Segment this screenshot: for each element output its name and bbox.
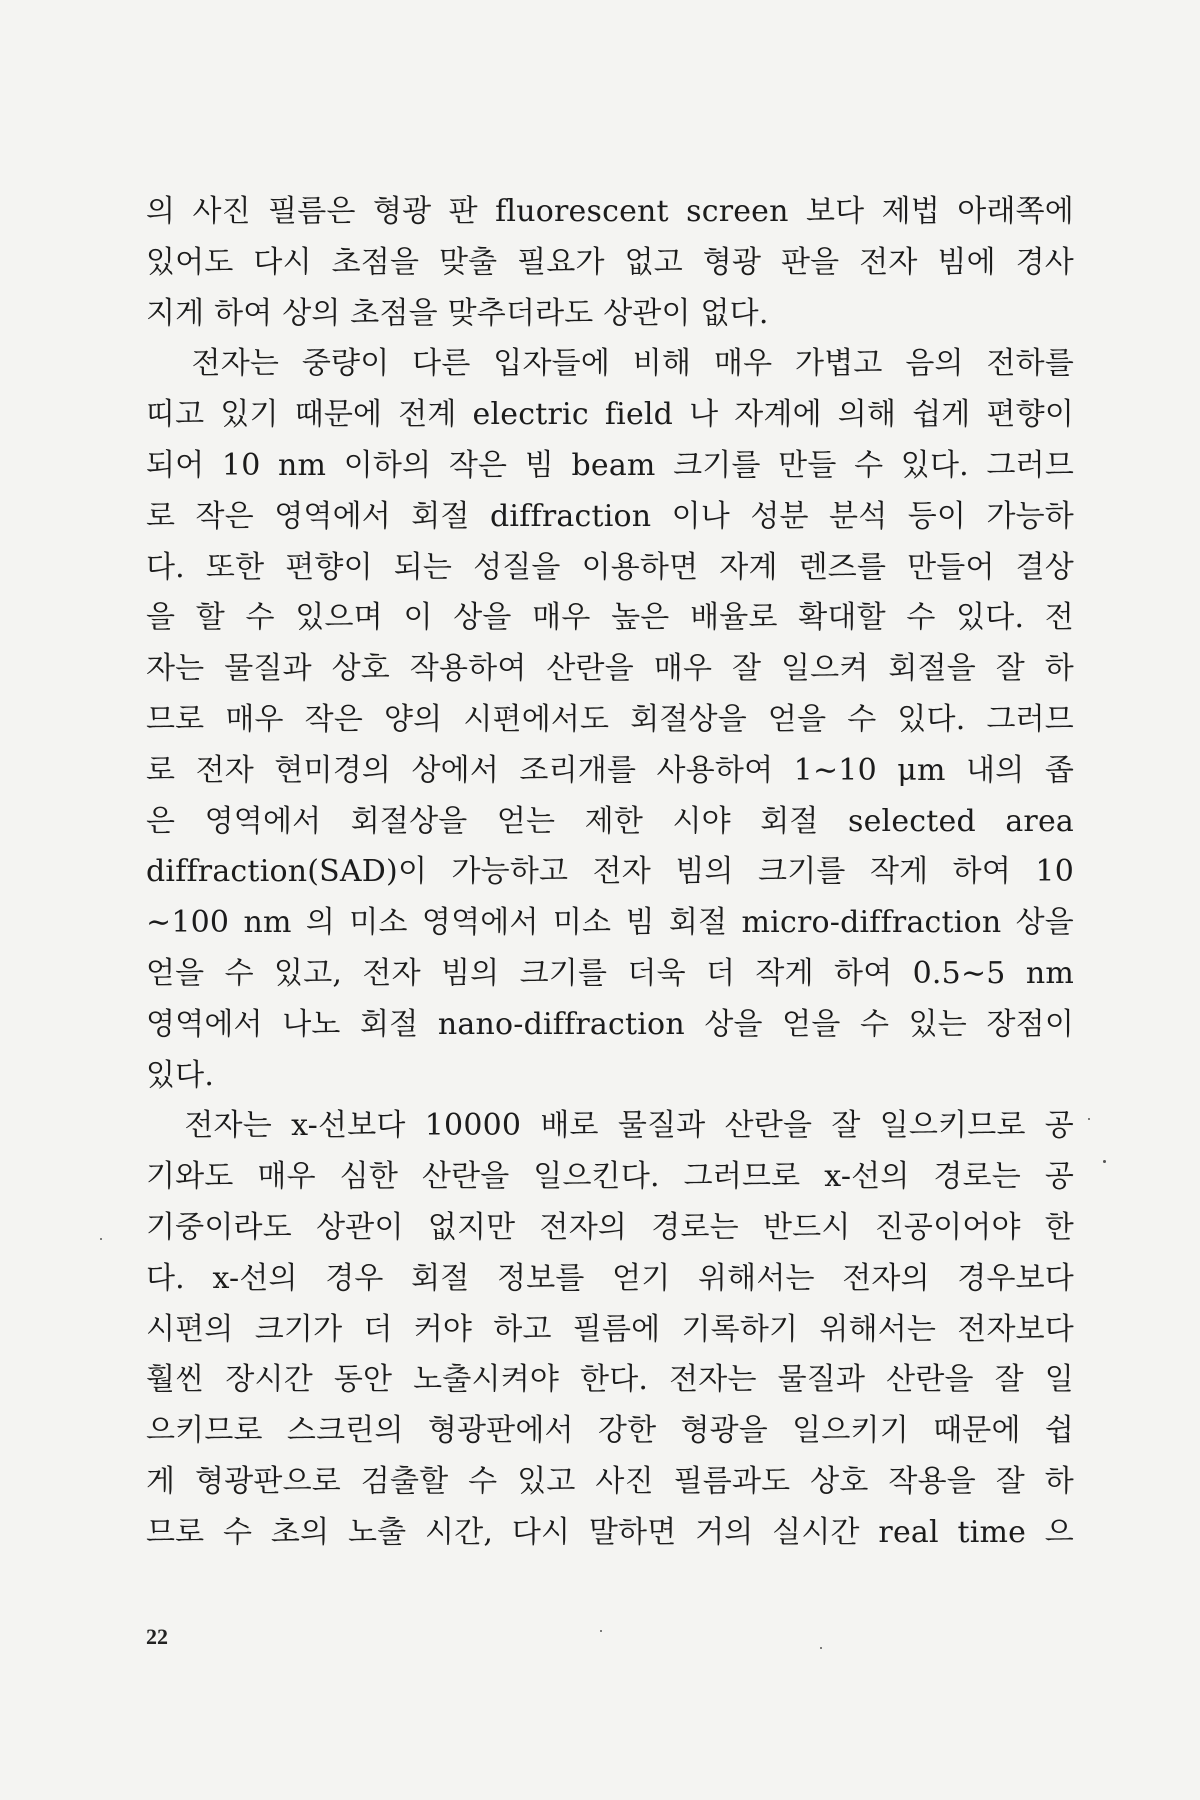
text-line: 게 형광판으로 검출할 수 있고 사진 필름과도 상호 작용을 잘 하: [146, 1463, 1074, 1499]
page-number: 22: [146, 1624, 168, 1649]
text-line: 전자는 x-선보다 10000 배로 물질과 산란을 잘 일으키므로 공: [146, 1108, 1074, 1144]
text-line: 지게 하여 상의 초점을 맞추더라도 상관이 없다.: [146, 295, 769, 331]
text-line: 훨씬 장시간 동안 노출시켜야 한다. 전자는 물질과 산란을 잘 일: [146, 1362, 1074, 1398]
text-line: 얻을 수 있고, 전자 빔의 크기를 더욱 더 작게 하여 0.5∼5 nm: [146, 955, 1074, 991]
text-line: 기중이라도 상관이 없지만 전자의 경로는 반드시 진공이어야 한: [146, 1209, 1074, 1245]
text-line: diffraction(SAD)이 가능하고 전자 빔의 크기를 작게 하여 10: [146, 854, 1074, 890]
text-line: 영역에서 나노 회절 nano-diffraction 상을 얻을 수 있는 장점이: [146, 1006, 1074, 1042]
scan-speck: [820, 1647, 822, 1649]
text-line: 띠고 있기 때문에 전계 electric field 나 자계에 의해 쉽게 편향이: [146, 397, 1074, 433]
scan-speck: [600, 1630, 602, 1632]
text-line: 다. x-선의 경우 회절 정보를 얻기 위해서는 전자의 경우보다: [146, 1260, 1074, 1296]
text-line: 으키므로 스크린의 형광판에서 강한 형광을 일으키기 때문에 쉽: [146, 1413, 1074, 1449]
text-line: 전자는 중량이 다른 입자들에 비해 매우 가볍고 음의 전하를: [146, 346, 1074, 382]
text-line: 로 전자 현미경의 상에서 조리개를 사용하여 1∼10 μm 내의 좁: [146, 752, 1074, 788]
text-line: 므로 수 초의 노출 시간, 다시 말하면 거의 실시간 real time 으: [146, 1514, 1074, 1550]
text-line: 의 사진 필름은 형광 판 fluorescent screen 보다 제법 아래쪽에: [146, 194, 1074, 229]
text-line: 자는 물질과 상호 작용하여 산란을 매우 잘 일으켜 회절을 잘 하: [146, 651, 1074, 687]
text-line: 시편의 크기가 더 커야 하고 필름에 기록하기 위해서는 전자보다: [146, 1311, 1074, 1347]
text-line: 있어도 다시 초점을 맞출 필요가 없고 형광 판을 전자 빔에 경사: [146, 244, 1074, 280]
scan-speck: [100, 1238, 102, 1240]
text-line: 다. 또한 편향이 되는 성질을 이용하면 자계 렌즈를 만들어 결상: [146, 549, 1074, 585]
scan-speck: [1103, 1160, 1106, 1163]
text-line: 있다.: [146, 1057, 215, 1093]
text-line: 은 영역에서 회절상을 얻는 제한 시야 회절 selected area: [146, 803, 1074, 839]
text-line: ∼100 nm 의 미소 영역에서 미소 빔 회절 micro-diffraction 상을: [146, 905, 1074, 941]
text-line: 되어 10 nm 이하의 작은 빔 beam 크기를 만들 수 있다. 그러므: [146, 447, 1074, 483]
text-line: 기와도 매우 심한 산란을 일으킨다. 그러므로 x-선의 경로는 공: [146, 1159, 1074, 1195]
text-line: 로 작은 영역에서 회절 diffraction 이나 성분 분석 등이 가능하: [146, 498, 1074, 534]
body-text: [146, 187, 1074, 1559]
scan-speck: [1088, 1118, 1090, 1120]
text-line: 므로 매우 작은 양의 시편에서도 회절상을 얻을 수 있다. 그러므: [146, 701, 1074, 737]
text-line: 을 할 수 있으며 이 상을 매우 높은 배율로 확대할 수 있다. 전: [146, 600, 1074, 636]
